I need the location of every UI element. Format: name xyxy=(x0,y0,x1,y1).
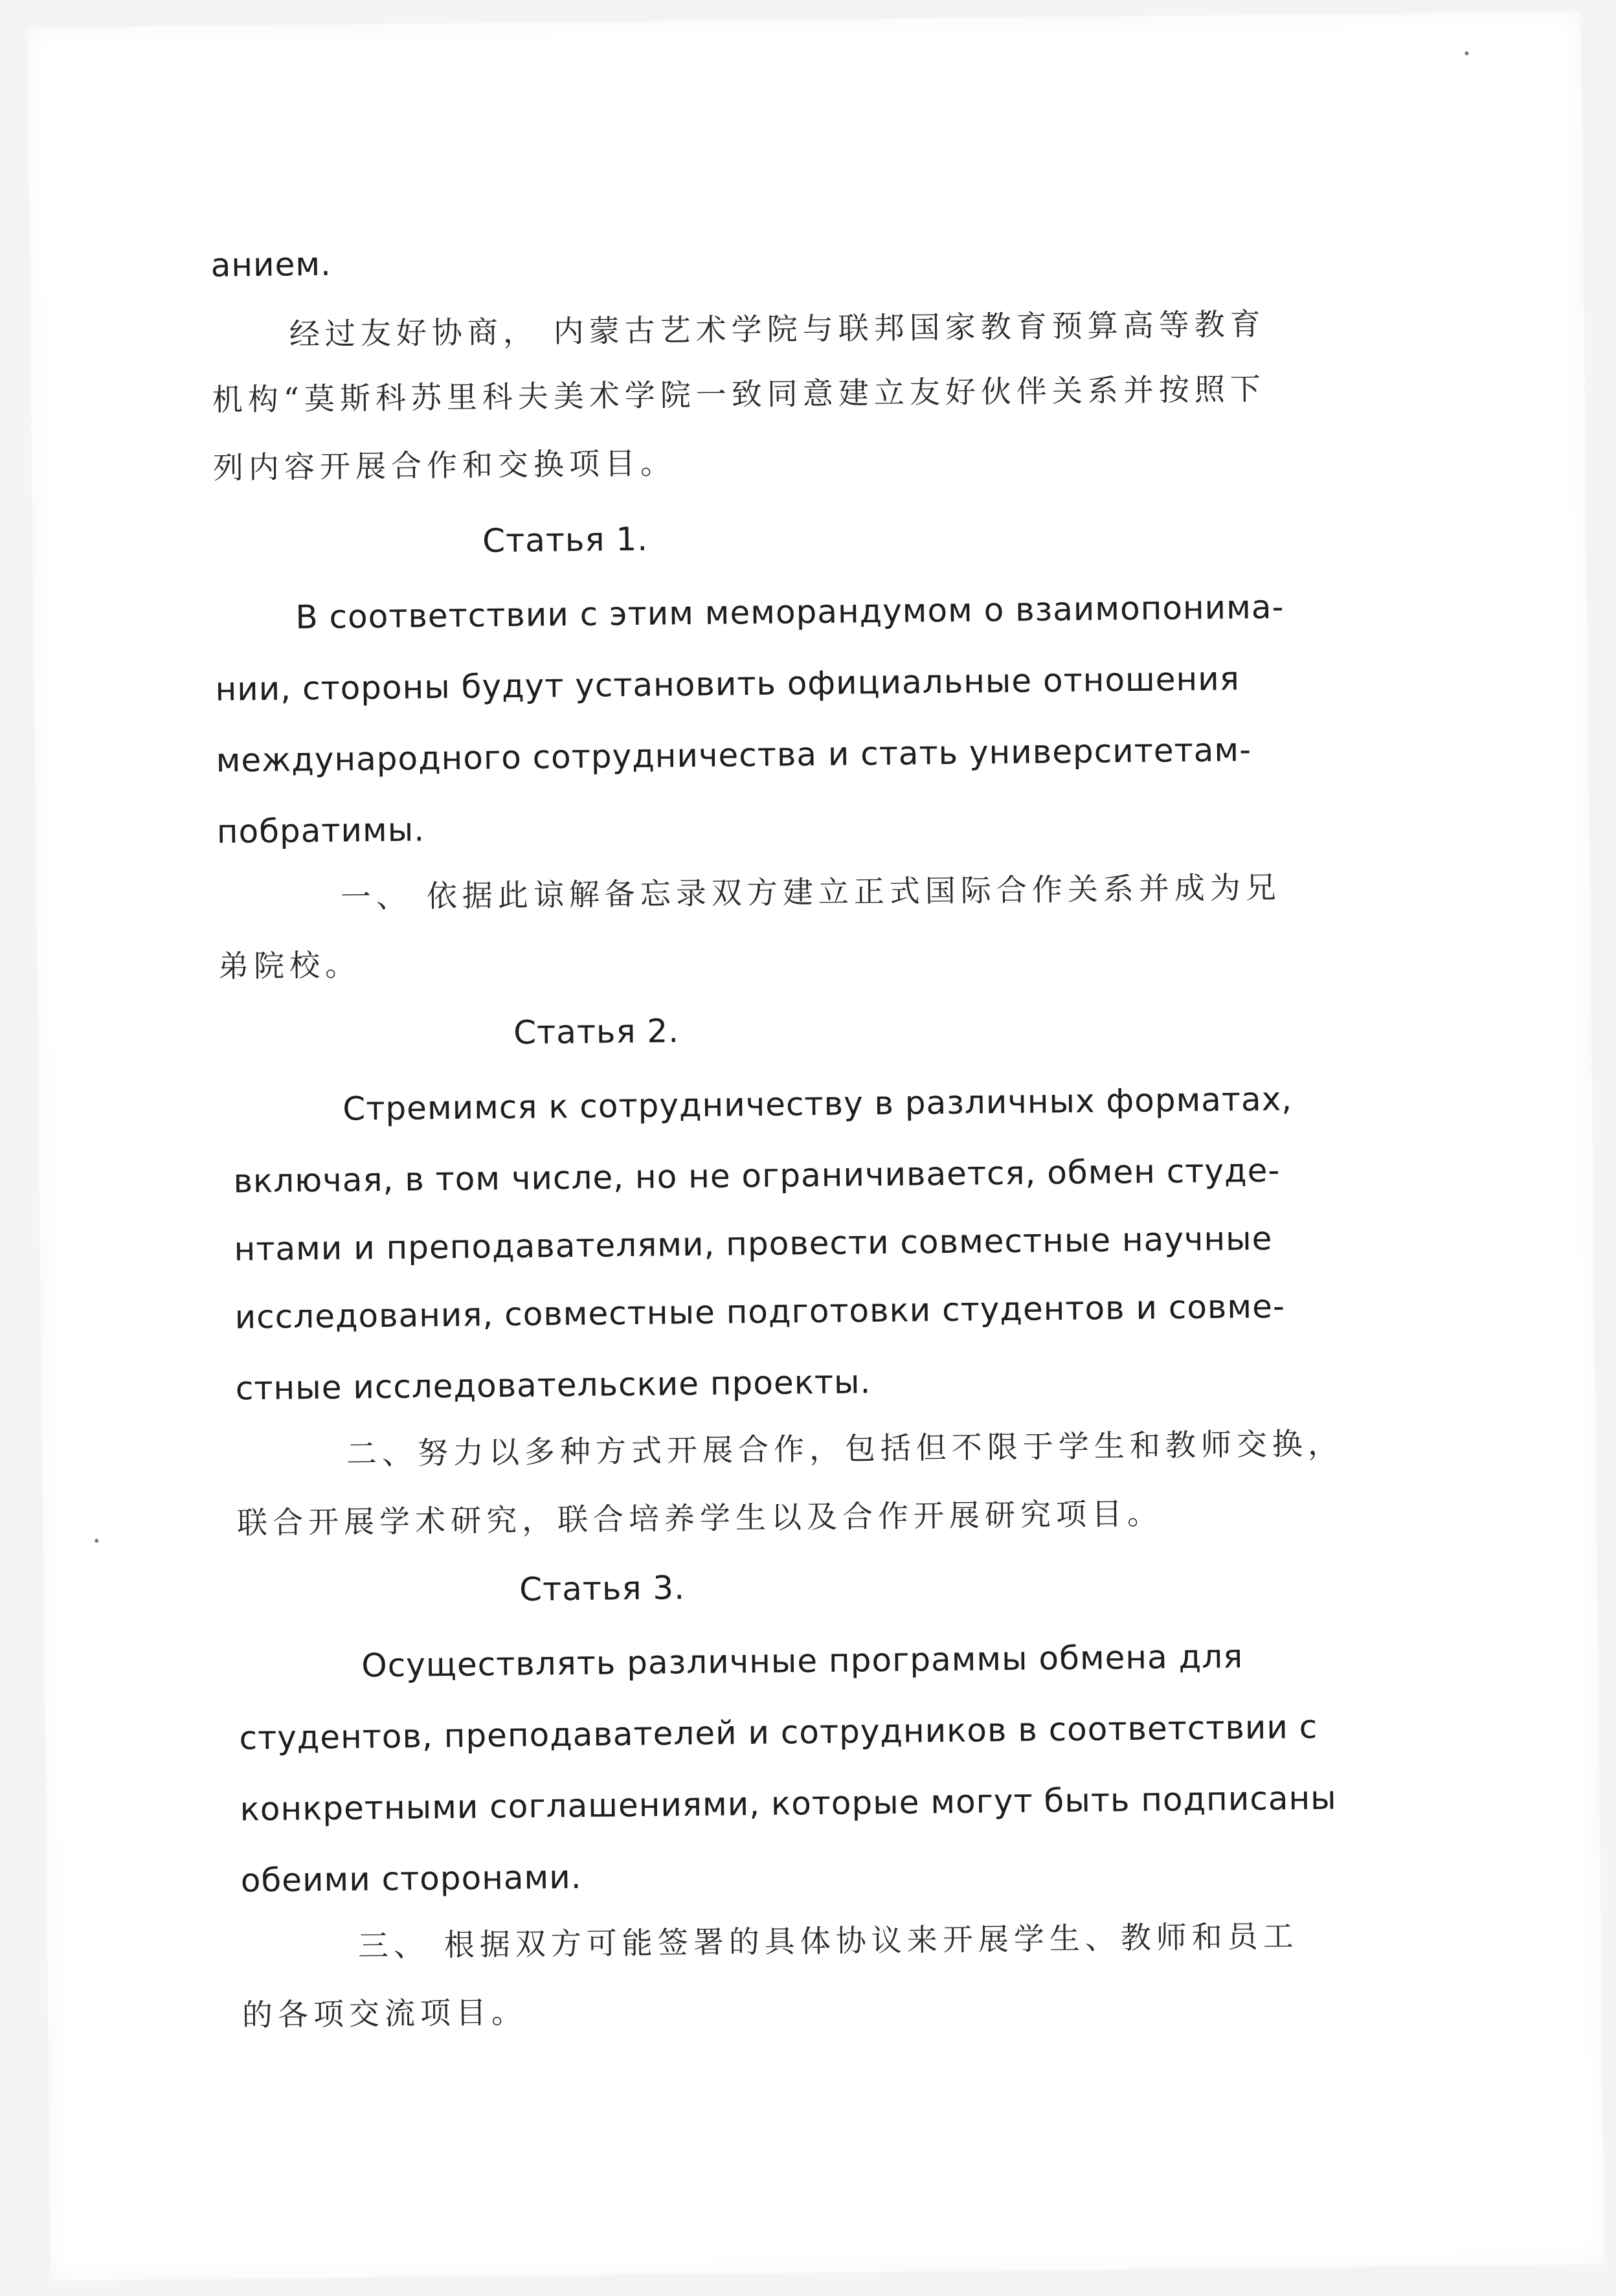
article-1-zh-line-2: 弟院校。 xyxy=(218,947,361,985)
article-3-heading: Статья 3. xyxy=(519,1569,686,1608)
article-2-zh-line-2: 联合开展学术研究，联合培养学生以及合作开展研究项目。 xyxy=(236,1496,1163,1542)
article-3-ru-line-4: обеими сторонами. xyxy=(240,1858,582,1900)
article-1-ru-line-4: побратимы. xyxy=(216,811,425,851)
intro-zh-line-2: 机构“莫斯科苏里科夫美术学院一致同意建立友好伙伴关系并按照下 xyxy=(212,371,1266,418)
article-1-heading: Статья 1. xyxy=(482,520,649,560)
scan-speck xyxy=(1464,51,1468,55)
scan-speck xyxy=(95,1539,98,1543)
article-3-ru-line-1: Осуществлять различные программы обмена для xyxy=(361,1638,1244,1685)
intro-zh-line-1: 经过友好协商， 内蒙古艺术学院与联邦国家教育预算高等教育 xyxy=(289,306,1266,353)
document-page xyxy=(27,12,1604,2281)
article-1-ru-line-3: международного сотрудничества и стать университетам- xyxy=(216,730,1252,780)
article-3-ru-line-2: студентов, преподавателей и сотрудников в соответствии с xyxy=(239,1707,1318,1757)
article-2-ru-line-4: исследования, совместные подготовки студентов и совме- xyxy=(234,1287,1286,1336)
intro-zh-line-3: 列内容开展合作和交换项目。 xyxy=(212,445,677,486)
article-2-heading: Статья 2. xyxy=(513,1012,680,1052)
article-3-zh-line-2: 的各项交流项目。 xyxy=(241,1994,528,2034)
article-1-ru-line-2: нии, стороны будут установить официальные отношения xyxy=(215,660,1240,708)
article-2-ru-line-3: нтами и преподавателями, провести совместные научные xyxy=(234,1219,1273,1268)
article-3-ru-line-3: конкретными соглашениями, которые могут быть подписаны xyxy=(240,1779,1337,1829)
article-2-ru-line-2: включая, в том числе, но не ограничивается, обмен студе- xyxy=(233,1151,1281,1200)
intro-fragment: анием. xyxy=(210,245,332,284)
article-1-ru-line-1: В соответствии с этим меморандумом о взаимопонима- xyxy=(295,588,1285,636)
article-3-zh-line-1: 三、 根据双方可能签署的具体协议来开展学生、教师和员工 xyxy=(357,1919,1299,1964)
article-2-ru-line-5: стные исследовательские проекты. xyxy=(235,1363,871,1408)
article-2-ru-line-1: Стремимся к сотрудничеству в различных форматах, xyxy=(342,1080,1293,1128)
article-1-zh-line-1: 一、 依据此谅解备忘录双方建立正式国际合作关系并成为兄 xyxy=(340,870,1282,916)
article-2-zh-line-1: 二、努力以多种方式开展合作，包括但不限于学生和教师交换， xyxy=(346,1426,1344,1472)
